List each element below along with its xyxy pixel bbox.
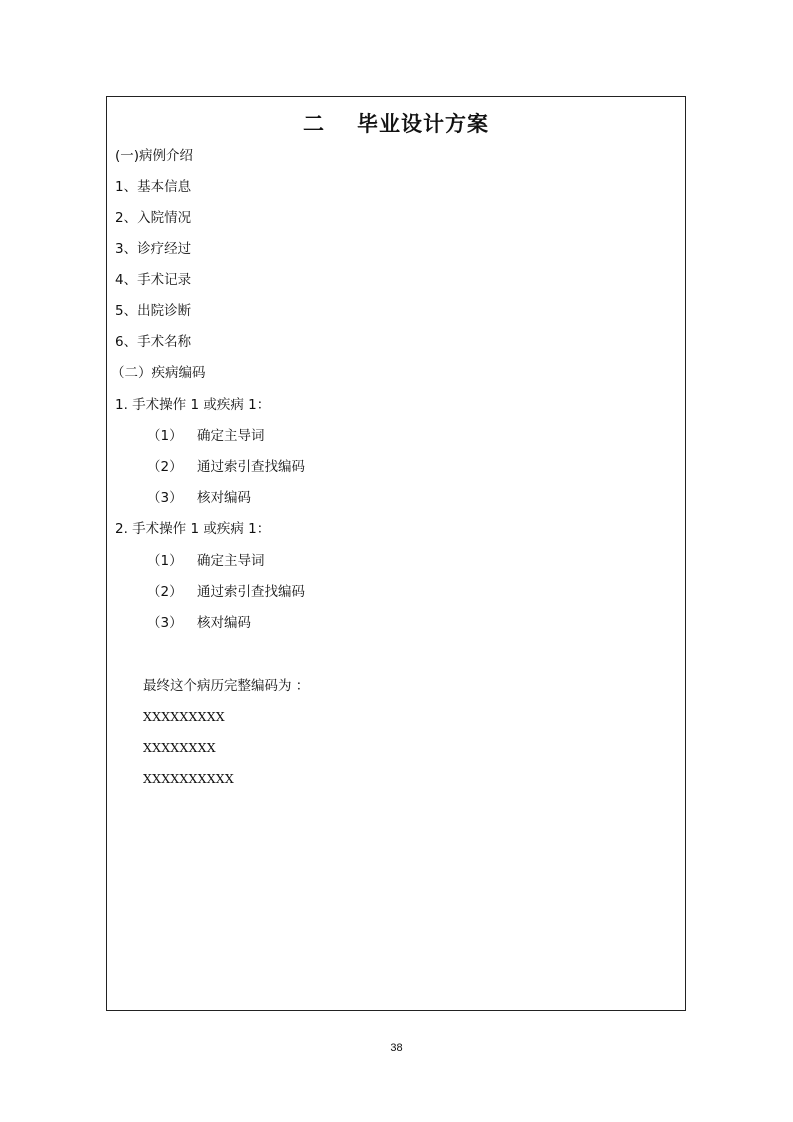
coding-group-label: 2. 手术操作 1 或疾病 1： [115, 521, 271, 537]
step-number: （3） [147, 615, 183, 631]
coding-step [147, 614, 251, 632]
final-code-value: XXXXXXXX [143, 740, 216, 755]
step-number: （3） [147, 490, 183, 506]
title-text: 毕业设计方案 [357, 112, 489, 136]
title-number: 二 [303, 112, 325, 136]
step-text: 核对编码 [197, 615, 251, 631]
step-text: 确定主导词 [197, 553, 265, 569]
page-number: 38 [390, 1042, 403, 1054]
step-number: （2） [147, 584, 183, 600]
section1-heading: (一)病例介绍 [115, 148, 194, 164]
step-text: 核对编码 [197, 490, 251, 506]
final-code-value: XXXXXXXXX [143, 709, 225, 724]
step-text: 通过索引查找编码 [197, 459, 305, 475]
list-item: 4、手术记录 [115, 272, 192, 288]
section2-heading: （二）疾病编码 [111, 365, 206, 381]
list-item: 2、入院情况 [115, 210, 192, 226]
list-item: 6、手术名称 [115, 334, 192, 350]
step-number: （1） [147, 428, 183, 444]
step-text: 通过索引查找编码 [197, 584, 305, 600]
step-number: （1） [147, 553, 183, 569]
list-item: 3、诊疗经过 [115, 241, 192, 257]
coding-step [147, 489, 251, 507]
coding-step [147, 458, 305, 476]
list-item: 5、出院诊断 [115, 303, 192, 319]
final-code-value: XXXXXXXXXX [143, 771, 234, 786]
page-title [107, 108, 685, 138]
step-text: 确定主导词 [197, 428, 265, 444]
coding-step [147, 583, 305, 601]
coding-step [147, 552, 265, 570]
list-item: 1、基本信息 [115, 179, 192, 195]
coding-step [147, 427, 265, 445]
step-number: （2） [147, 459, 183, 475]
coding-group-label: 1. 手术操作 1 或疾病 1： [115, 397, 271, 413]
final-code-label: 最终这个病历完整编码为 ： [143, 678, 310, 694]
document-frame [106, 96, 686, 1011]
